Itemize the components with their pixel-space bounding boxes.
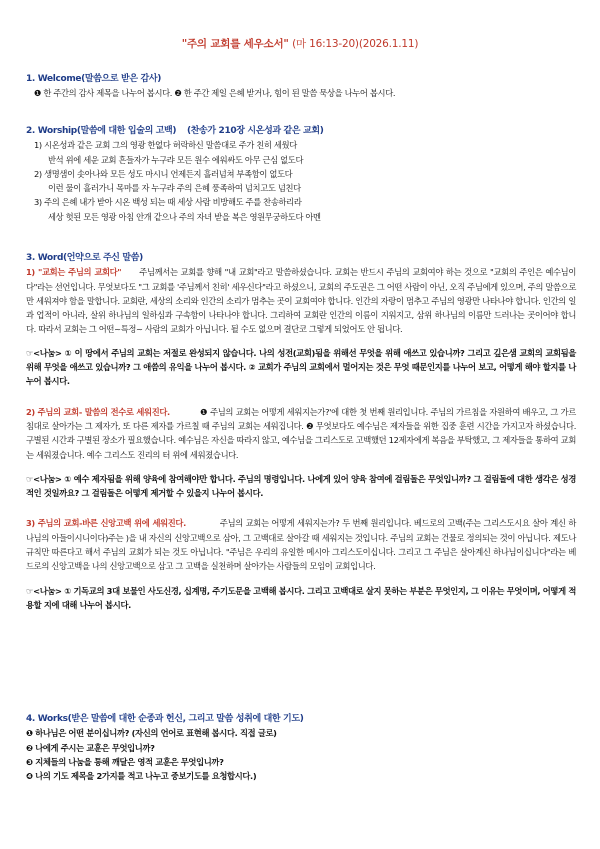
hymn-line: 2) 생명샘이 솟아나와 모든 성도 마시니 언제든지 흘러넘쳐 부족함이 없도다 — [34, 168, 293, 179]
document-title — [0, 36, 600, 51]
works-item: ❶ 하나님은 어떤 분이십니까? (자신의 언어로 표현해 봅시다. 직접 글로) — [26, 728, 277, 739]
word-point-1-share: ☞<나눔> ① 이 땅에서 주님의 교회는 저절로 완성되지 않습니다. 나의 성전(교회)됨을 위해선 무엇을 위해 애쓰고 있습니까? 그리고 깊은샘 교회의 교회됨을 위해 무엇을 애쓰고 있습니까? 그 애씀의 유익을 나누어 봅시다. ② 교회가 주님의 교회에서 멀어지는 것은 무엇 때문인지를 나누어 보고, 어떻게 해야 할지를 나누어 봅시다. — [26, 347, 576, 387]
works-item: ❸ 지체들의 나눔을 통해 깨달은 영적 교훈은 무엇입니까? — [26, 756, 224, 767]
welcome-heading: 1. Welcome(말씀으로 받은 감사) — [26, 74, 161, 84]
word-point-3-share: ☞<나눔> ① 기독교의 3대 보물인 사도신경, 십계명, 주기도문을 고백해 봅시다. 그리고 고백대로 살지 못하는 부분은 무엇인지, 그 이유는 무엇이며, 어떻게 적용할 지에 대해 나누어 봅시다. — [26, 585, 576, 610]
hymn-line: 세상 헛된 모든 영광 아침 안개 같으나 주의 자녀 받을 복은 영원무궁하도다 아멘 — [48, 211, 321, 222]
works-section — [26, 712, 576, 783]
worship-hymn: (찬송가 210장 시온성과 같은 교회) — [186, 126, 324, 136]
word-point-2 — [26, 405, 576, 462]
welcome-text: ❶ 한 주간의 감사 제목을 나누어 봅시다. ❷ 한 주간 제일 은혜 받거나, 힘이 된 말씀 묵상을 나누어 봅시다. — [34, 88, 396, 99]
hymn-line: 반석 위에 세운 교회 흔들자가 누구랴 모든 원수 에워싸도 아무 근심 없도다 — [48, 154, 304, 165]
works-heading: 4. Works(받은 말씀에 대한 순종과 헌신, 그리고 말씀 성취에 대한 기도) — [26, 714, 304, 724]
title-reference: (마 16:13-20)(2026.1.11) — [292, 38, 419, 50]
word-point-3 — [26, 516, 576, 573]
word-point-3-title: 3) 주님의 교회-바른 신앙고백 위에 세워진다. — [26, 518, 186, 529]
word-point-1-body: 주님께서는 교회를 향해 "내 교회"라고 말씀하셨습니다. 교회는 반드시 주님의 교회여야 하는 것으로 "교회의 주인은 예수님이다"라는 선언입니다. 무엇보다도 "그 교회를 '주님께서 친히' 세우신다"라고 하셨으니, 교회의 주도권은 그 어떤 사람이 아닌, 오직 주님에게 있으며, 주의 말씀으로만 세워져야 함을 말합니다. 교회란, 세상의 소리와 인간의 소리가 멈추는 곳이 교회여야 합니다. 인간의 자랑이 멈추고 주님의 영광만 나타나야 합니다. 인간의 일과 업적이 아니라, 살위 하나님의 일하심과 구속함이 나타나야 합니다. 그리하여 교회란 인간의 이름이 지워지고, 삼위 하나님의 이름만 드러나는 곳이어야 합니다. 따라서 교회는 그 어떤~특정~ 사람의 교회가 아닙니다. 될 수도 없으며 결단코 그렇게 되었어도 안 됩니다. — [26, 267, 576, 335]
word-section — [26, 251, 576, 612]
word-heading: 3. Word(언약으로 주신 말씀) — [26, 253, 143, 263]
worship-heading: 2. Worship(말씀에 대한 입술의 고백) — [26, 126, 177, 136]
works-item: ❷ 나에게 주시는 교훈은 무엇입니까? — [26, 742, 155, 753]
word-point-2-share: ☞<나눔> ① 예수 제자됨을 위해 양육에 참여해야만 합니다. 주님의 명령입니다. 나에게 있어 양육 참여에 걸림돌은 무엇입니까? 그 걸림돌에 대한 생각은 성경적인 것일까요? 그 걸림돌은 어떻게 제거할 수 있을지 나누어 봅시다. — [26, 473, 576, 499]
word-point-2-body: ❶ 주님의 교회는 어떻게 세워지는가?'에 대한 첫 번째 원리입니다. 주님의 가르침을 자원하여 배우고, 그 가르침대로 살아가는 그 제자가, 또 다른 제자를 가르칠 때 주님의 교회는 세워집니다. ❷ 무엇보다도 예수님은 제자들을 위한 집중 훈련 시간을 가지고자 하셨습니다. 구별된 시간과 구별된 장소가 필요했습니다. 예수님은 자신을 따라지 않고, 예수님을 그리스도로 고백했던 12제자에게 복음을 부탁했고, 그 제자들을 통하여 교회는 세워졌습니다. 예수 그리스도 진리의 터 위에 세워졌습니다. — [26, 406, 576, 460]
welcome-section — [26, 72, 576, 101]
word-point-1 — [26, 265, 576, 336]
hymn-line: 이런 물이 흘러가니 목마를 자 누구랴 주의 은혜 풍족하여 넘치고도 넘친다 — [48, 183, 301, 194]
word-point-2-title: 2) 주님의 교회- 말씀의 전수로 세워진다. — [26, 406, 170, 417]
works-item: ❹ 나의 기도 제목을 2가지를 적고 나누고 중보기도를 요청합시다.) — [26, 771, 257, 782]
title-main: "주의 교회를 세우소서" — [181, 38, 289, 50]
worship-section — [26, 124, 576, 224]
word-point-3-body: 주님의 교회는 어떻게 세워지는가? 두 번째 원리입니다. 베드로의 고백(주는 그리스도시요 살아 계신 하나님의 아들이시니이다)주는 )을 내 자신의 신앙고백으로 삼아, 그 고백대로 살아갈 때 세워지는 것입니다. 주님의 교회는 건물로 정의되는 것이 아닙니다. 제도나 규칙만 따른다고 해서 주님의 교회가 되는 것도 아닙니다. "주님은 우리의 유일한 메시아 그리스도이십니다. 그리고 그 주님은 살아계신 하나님이십니다"라는 베드로의 신앙고백을 나의 신앙고백으로 삼고 그 고백을 실천하며 살아가는 사람들의 모임이 교회입니다. — [26, 518, 576, 572]
word-point-1-title: 1) "교회는 주님의 교회다" — [26, 267, 122, 278]
hymn-line: 3) 주의 은혜 내가 받아 시온 백성 되는 때 세상 사람 비방해도 주를 찬송하리라 — [34, 197, 302, 208]
worship-heading-line — [26, 124, 576, 138]
hymn-line: 1) 시온성과 같은 교회 그의 영광 한없다 허락하신 말씀대로 주가 친히 세웠다 — [34, 140, 297, 151]
